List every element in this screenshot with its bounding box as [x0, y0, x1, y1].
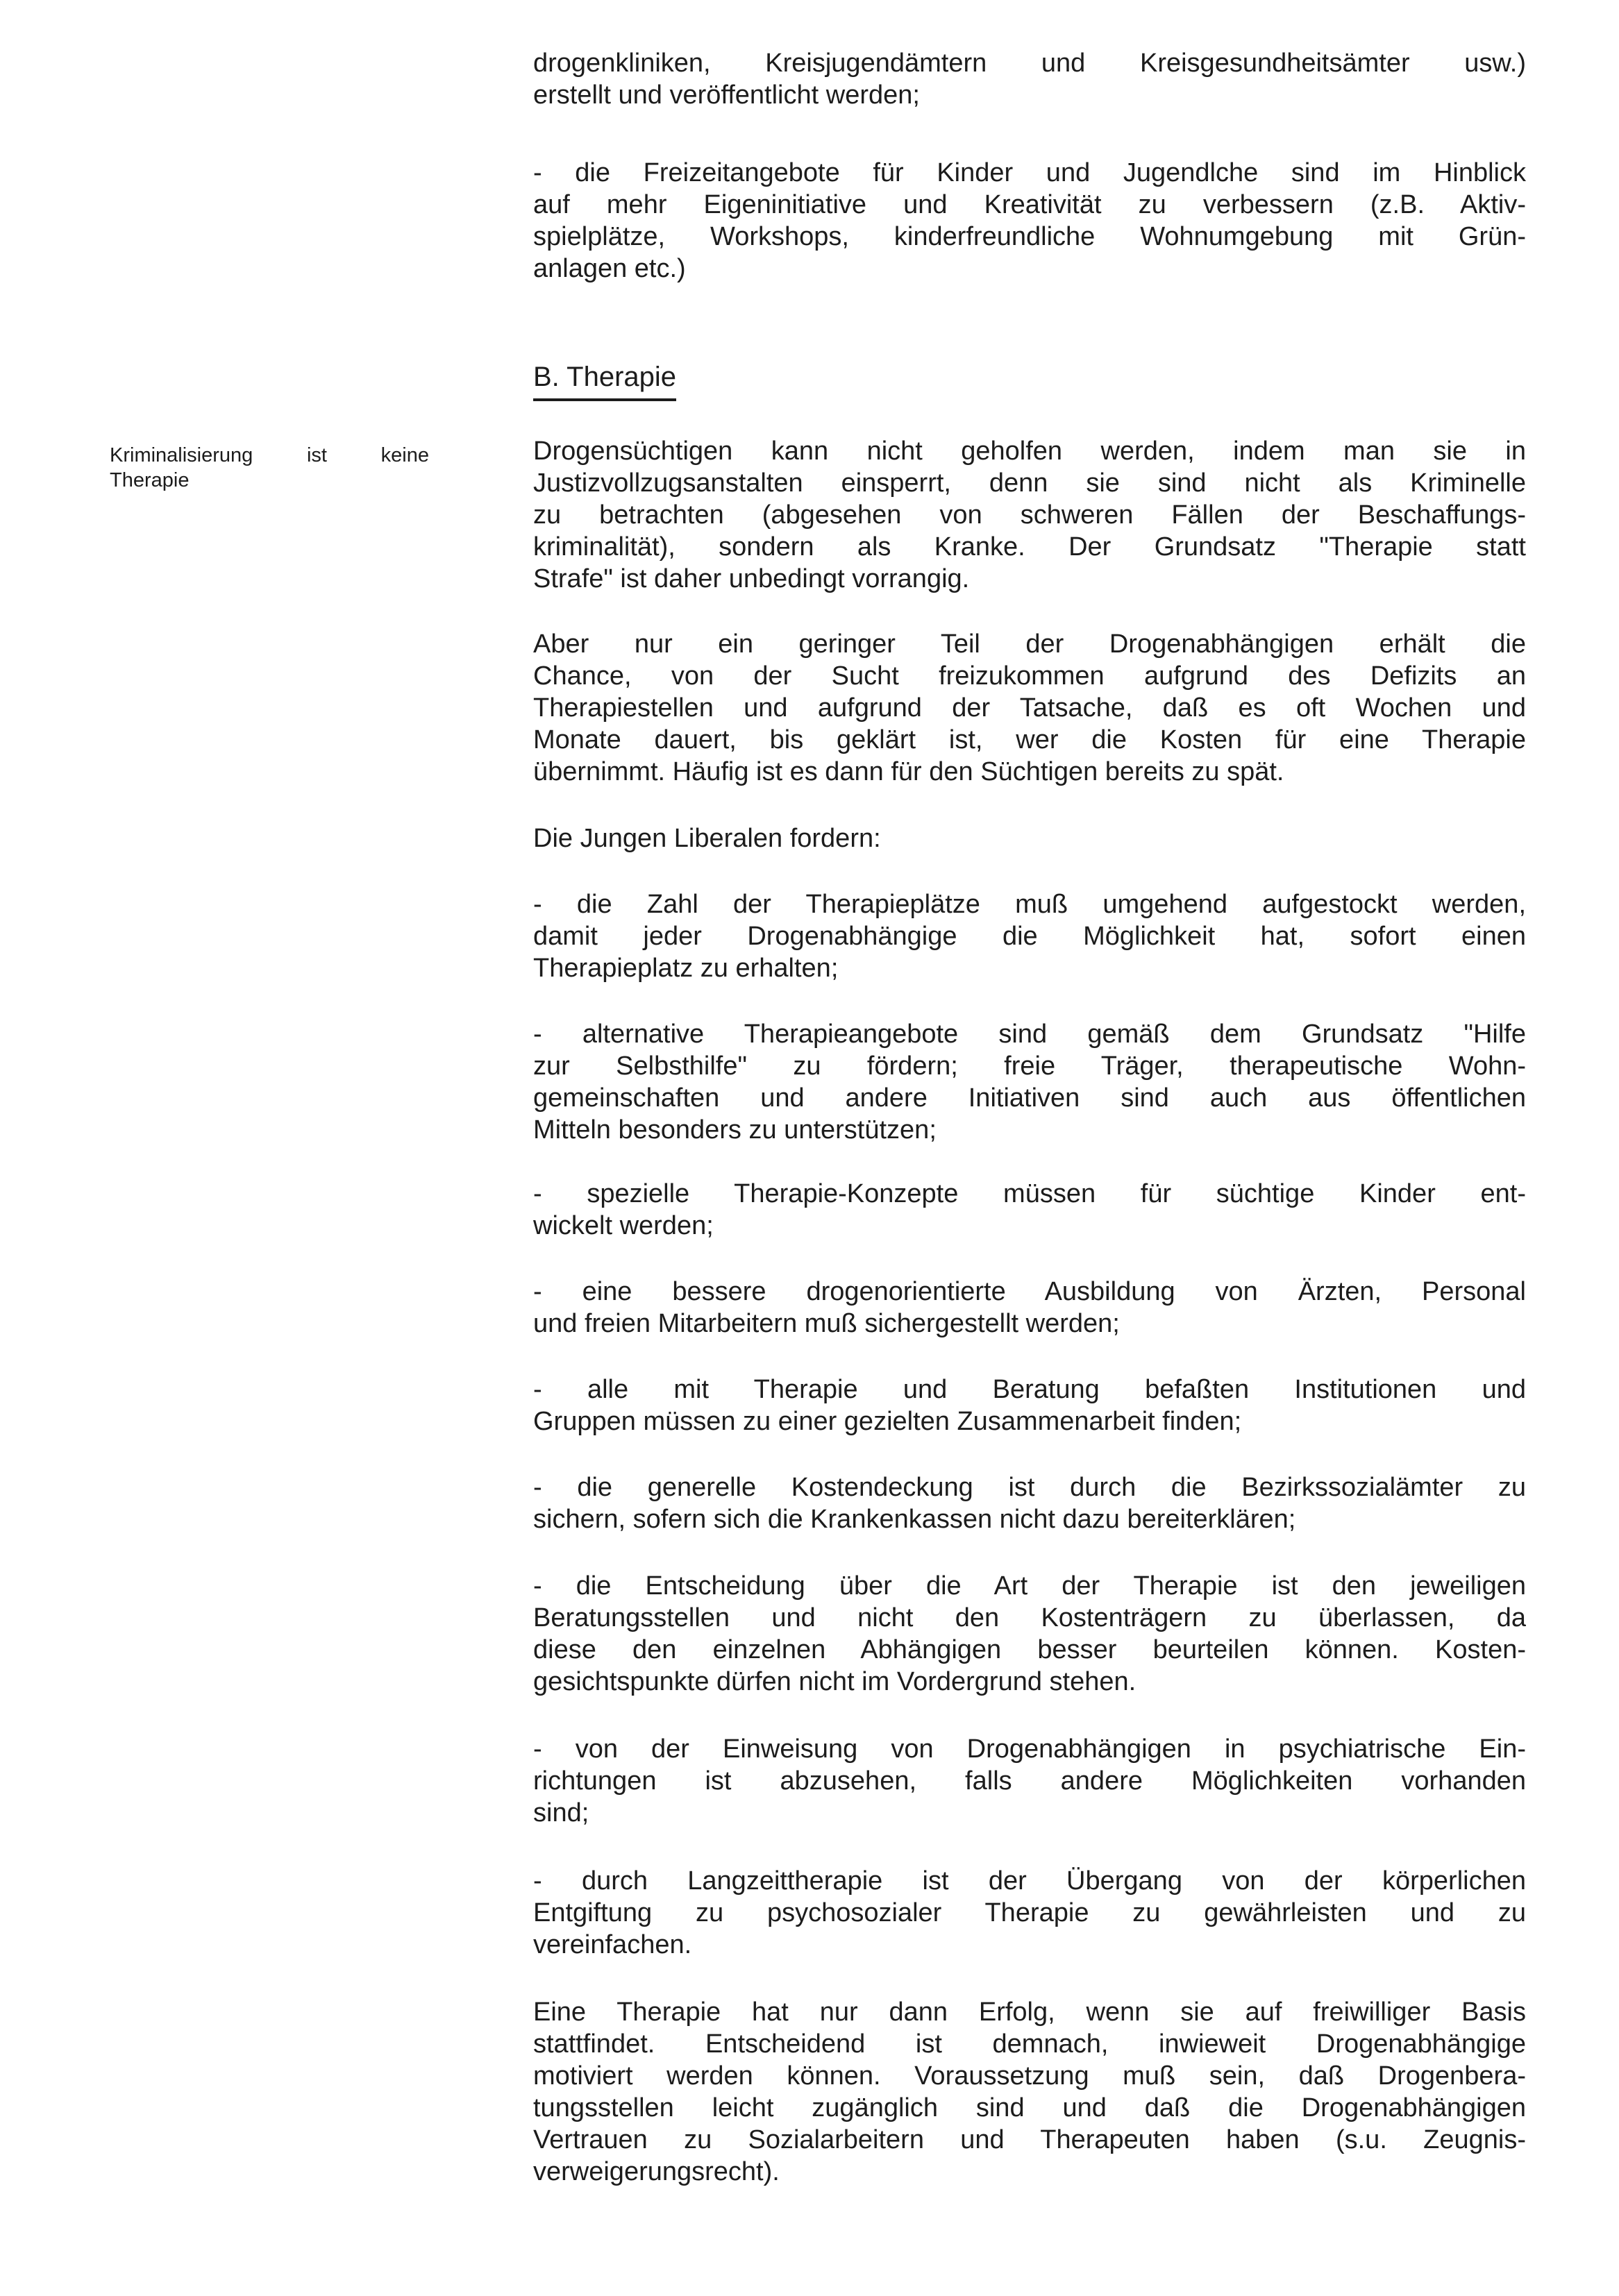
text-line: Therapiestellen und aufgrund der Tatsache, daß es oft Wochen und [533, 693, 1526, 723]
intro-paragraph-1 [533, 47, 1526, 111]
text-line: übernimmt. Häufig ist es dann für den Süchtigen bereits zu spät. [533, 757, 1284, 786]
text-line: tungsstellen leicht zugänglich sind und daß die Drogenabhängigen [533, 2093, 1526, 2122]
margin-note-line: Therapie [110, 469, 190, 491]
text-line: stattfindet. Entscheidend ist demnach, inwieweit Drogenabhängige [533, 2029, 1526, 2059]
text-line: damit jeder Drogenabhängige die Möglichkeit hat, sofort einen [533, 922, 1526, 951]
paragraph-criminalization [533, 435, 1526, 595]
demand-item [533, 1018, 1526, 1146]
text-line: - spezielle Therapie-Konzepte müssen für süchtige Kinder ent- [533, 1179, 1526, 1208]
text-line: und freien Mitarbeitern muß sichergestellt werden; [533, 1309, 1120, 1338]
text-line: Gruppen müssen zu einer gezielten Zusammenarbeit finden; [533, 1407, 1242, 1436]
text-line: Beratungsstellen und nicht den Kostenträgern zu überlassen, da [533, 1603, 1526, 1632]
text-line: motiviert werden können. Voraussetzung muß sein, daß Drogenbera- [533, 2061, 1526, 2091]
text-line: - durch Langzeittherapie ist der Übergang von der körperlichen [533, 1866, 1526, 1896]
text-line: gemeinschaften und andere Initiativen sind auch aus öffentlichen [533, 1083, 1526, 1113]
text-line: - die Entscheidung über die Art der Therapie ist den jeweiligen [533, 1571, 1526, 1601]
demand-item [533, 1276, 1526, 1340]
demand-item [533, 1865, 1526, 1961]
margin-note-line: Kriminalisierung ist keine [110, 444, 429, 466]
text-line: auf mehr Eigeninitiative und Kreativität zu verbessern (z.B. Aktiv- [533, 190, 1526, 219]
text-line: anlagen etc.) [533, 254, 686, 283]
text-line: vereinfachen. [533, 1930, 692, 1959]
text-line: erstellt und veröffentlicht werden; [533, 81, 920, 110]
text-line: Aber nur ein geringer Teil der Drogenabhängigen erhält die [533, 630, 1526, 659]
paragraph-voluntary-basis [533, 1996, 1526, 2188]
text-line: sichern, sofern sich die Krankenkassen nicht dazu bereiterklären; [533, 1505, 1296, 1534]
text-line: drogenkliniken, Kreisjugendämtern und Kreisgesundheitsämter usw.) [533, 49, 1526, 78]
text-line: spielplätze, Workshops, kinderfreundliche Wohnumgebung mit Grün- [533, 222, 1526, 251]
paragraph-deficit [533, 628, 1526, 788]
text-line: Therapieplatz zu erhalten; [533, 954, 839, 983]
text-line: - die Zahl der Therapieplätze muß umgehend aufgestockt werden, [533, 890, 1526, 919]
section-heading: B. Therapie [533, 360, 676, 401]
demand-item [533, 1471, 1526, 1535]
demand-item [533, 1374, 1526, 1437]
text-line: Justizvollzugsanstalten einsperrt, denn sie sind nicht als Kriminelle [533, 469, 1526, 498]
text-line: sind; [533, 1798, 589, 1827]
text-line: - die Freizeitangebote für Kinder und Jugendlche sind im Hinblick [533, 158, 1526, 187]
text-line: Vertrauen zu Sozialarbeitern und Therapeuten haben (s.u. Zeugnis- [533, 2125, 1526, 2154]
demand-item [533, 1733, 1526, 1829]
demand-item [533, 1570, 1526, 1698]
text-line: richtungen ist abzusehen, falls andere Möglichkeiten vorhanden [533, 1766, 1526, 1796]
text-line: Chance, von der Sucht freizukommen aufgrund des Defizits an [533, 661, 1526, 691]
margin-note [110, 443, 429, 493]
text-line: - eine bessere drogenorientierte Ausbildung von Ärzten, Personal [533, 1277, 1526, 1306]
text-line: Strafe" ist daher unbedingt vorrangig. [533, 564, 970, 593]
text-line: wickelt werden; [533, 1211, 714, 1240]
text-line: Die Jungen Liberalen fordern: [533, 824, 881, 853]
text-line: Monate dauert, bis geklärt ist, wer die Kosten für eine Therapie [533, 725, 1526, 754]
text-line: Drogensüchtigen kann nicht geholfen werden, indem man sie in [533, 437, 1526, 466]
text-line: Eine Therapie hat nur dann Erfolg, wenn sie auf freiwilliger Basis [533, 1998, 1526, 2027]
text-line: - alle mit Therapie und Beratung befaßten Institutionen und [533, 1375, 1526, 1404]
text-line: - die generelle Kostendeckung ist durch die Bezirkssozialämter zu [533, 1473, 1526, 1502]
text-line: - alternative Therapieangebote sind gemäß dem Grundsatz "Hilfe [533, 1020, 1526, 1049]
paragraph-demands-intro [533, 822, 1526, 854]
text-line: gesichtspunkte dürfen nicht im Vordergrund stehen. [533, 1667, 1136, 1696]
demand-item [533, 888, 1526, 984]
text-line: Entgiftung zu psychosozialer Therapie zu gewährleisten und zu [533, 1898, 1526, 1927]
intro-paragraph-2 [533, 157, 1526, 285]
text-line: Mitteln besonders zu unterstützen; [533, 1115, 937, 1145]
text-line: - von der Einweisung von Drogenabhängigen in psychiatrische Ein- [533, 1734, 1526, 1764]
text-line: kriminalität), sondern als Kranke. Der Grundsatz "Therapie statt [533, 532, 1526, 562]
text-line: verweigerungsrecht). [533, 2157, 780, 2186]
text-line: zu betrachten (abgesehen von schweren Fällen der Beschaffungs- [533, 500, 1526, 530]
text-line: zur Selbsthilfe" zu fördern; freie Träger, therapeutische Wohn- [533, 1052, 1526, 1081]
demand-item [533, 1178, 1526, 1242]
text-line: diese den einzelnen Abhängigen besser beurteilen können. Kosten- [533, 1635, 1526, 1664]
